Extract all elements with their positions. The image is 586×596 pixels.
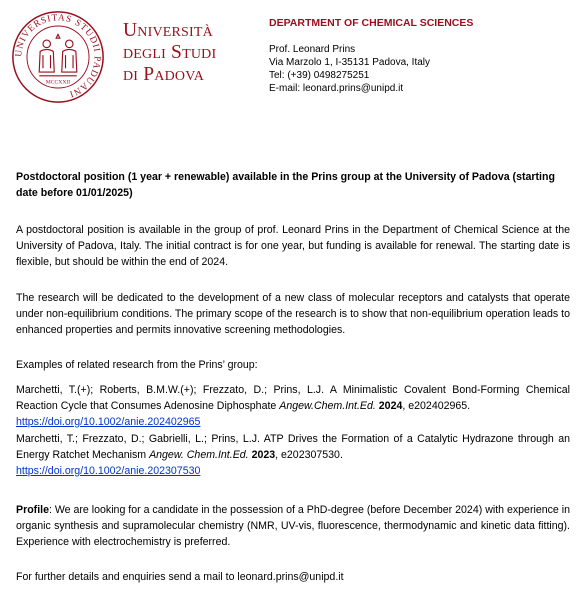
reference-year: 2024 — [378, 400, 403, 412]
position-title: Postdoctoral position (1 year + renewable) available in the Prins group at the University of Padova (starting date before 01/01/2025) — [16, 171, 555, 199]
reference-item — [16, 431, 570, 479]
examples-heading: Examples of related research from the Prins’ group: — [16, 359, 258, 371]
reference-doi-link[interactable]: https://doi.org/10.1002/anie.202307530 — [16, 465, 201, 477]
contact-footer: For further details and enquiries send a mail to leonard.prins@unipd.it — [16, 571, 344, 583]
department-name: DEPARTMENT OF CHEMICAL SCIENCES — [269, 17, 474, 29]
reference-journal: Angew. Chem.Int.Ed. — [149, 449, 249, 461]
university-name-line-1: Università — [123, 20, 213, 41]
contact-name: Prof. Leonard Prins — [269, 44, 356, 55]
seal-lettering: UNIVERSITAS STUDII PADUANI — [14, 13, 102, 99]
reference-item — [16, 382, 570, 430]
university-name-line-2: degli Studi — [123, 42, 217, 63]
contact-address: Via Marzolo 1, I-35131 Padova, Italy — [269, 57, 431, 68]
university-name-line-3: di Padova — [123, 64, 205, 85]
reference-article: , e202402965. — [402, 400, 471, 412]
university-name — [123, 20, 216, 86]
reference-article: , e202307530. — [275, 449, 343, 461]
university-seal-logo — [11, 10, 105, 104]
contact-tel: Tel: (+39) 0498275251 — [269, 70, 370, 81]
contact-email: E-mail: leonard.prins@unipd.it — [269, 83, 404, 94]
intro-paragraph: A postdoctoral position is available in the group of prof. Leonard Prins in the Department of Chemical Science at the University of Padova, Italy. The initial contract is for one year, but funding is available for renewal. The starting date is flexible, but should be within the end of 2024. — [16, 224, 570, 268]
reference-year: 2023 — [251, 449, 276, 461]
profile-label: Profile — [16, 504, 49, 516]
reference-text: Marchetti, T.; Frezzato, D.; Gabrielli, L.; Prins, L.J. ATP Drives the Formation of a Catalytic Hydrazone through an Energy Ratchet Mechanism — [16, 433, 570, 461]
contact-block — [269, 43, 430, 95]
reference-doi-link[interactable]: https://doi.org/10.1002/anie.202402965 — [16, 416, 201, 428]
seal-year: MCCXXII — [45, 79, 71, 86]
research-paragraph: The research will be dedicated to the development of a new class of molecular receptors and catalysts that operate under non-equilibrium conditions. The primary scope of the research is to show that non-equilibrium operation leads to enhanced properties and permits innovative screening methodologies. — [16, 292, 570, 336]
reference-text: Marchetti, T.(+); Roberts, B.M.W.(+); Frezzato, D.; Prins, L.J. A Minimalistic Covalent Bond-Forming Chemical Reaction Cycle that Consumes Adenosine Diphosphate — [16, 384, 570, 412]
profile-text: : We are looking for a candidate in the possession of a PhD-degree (before December 2024) with experience in organic synthesis and supramolecular chemistry (NMR, UV-vis, fluorescence, thermodynamic and kinetic data fitting). Experience with electrochemistry is preferred. — [16, 504, 570, 548]
reference-journal: Angew.Chem.Int.Ed. — [279, 400, 376, 412]
profile-paragraph — [16, 502, 570, 550]
